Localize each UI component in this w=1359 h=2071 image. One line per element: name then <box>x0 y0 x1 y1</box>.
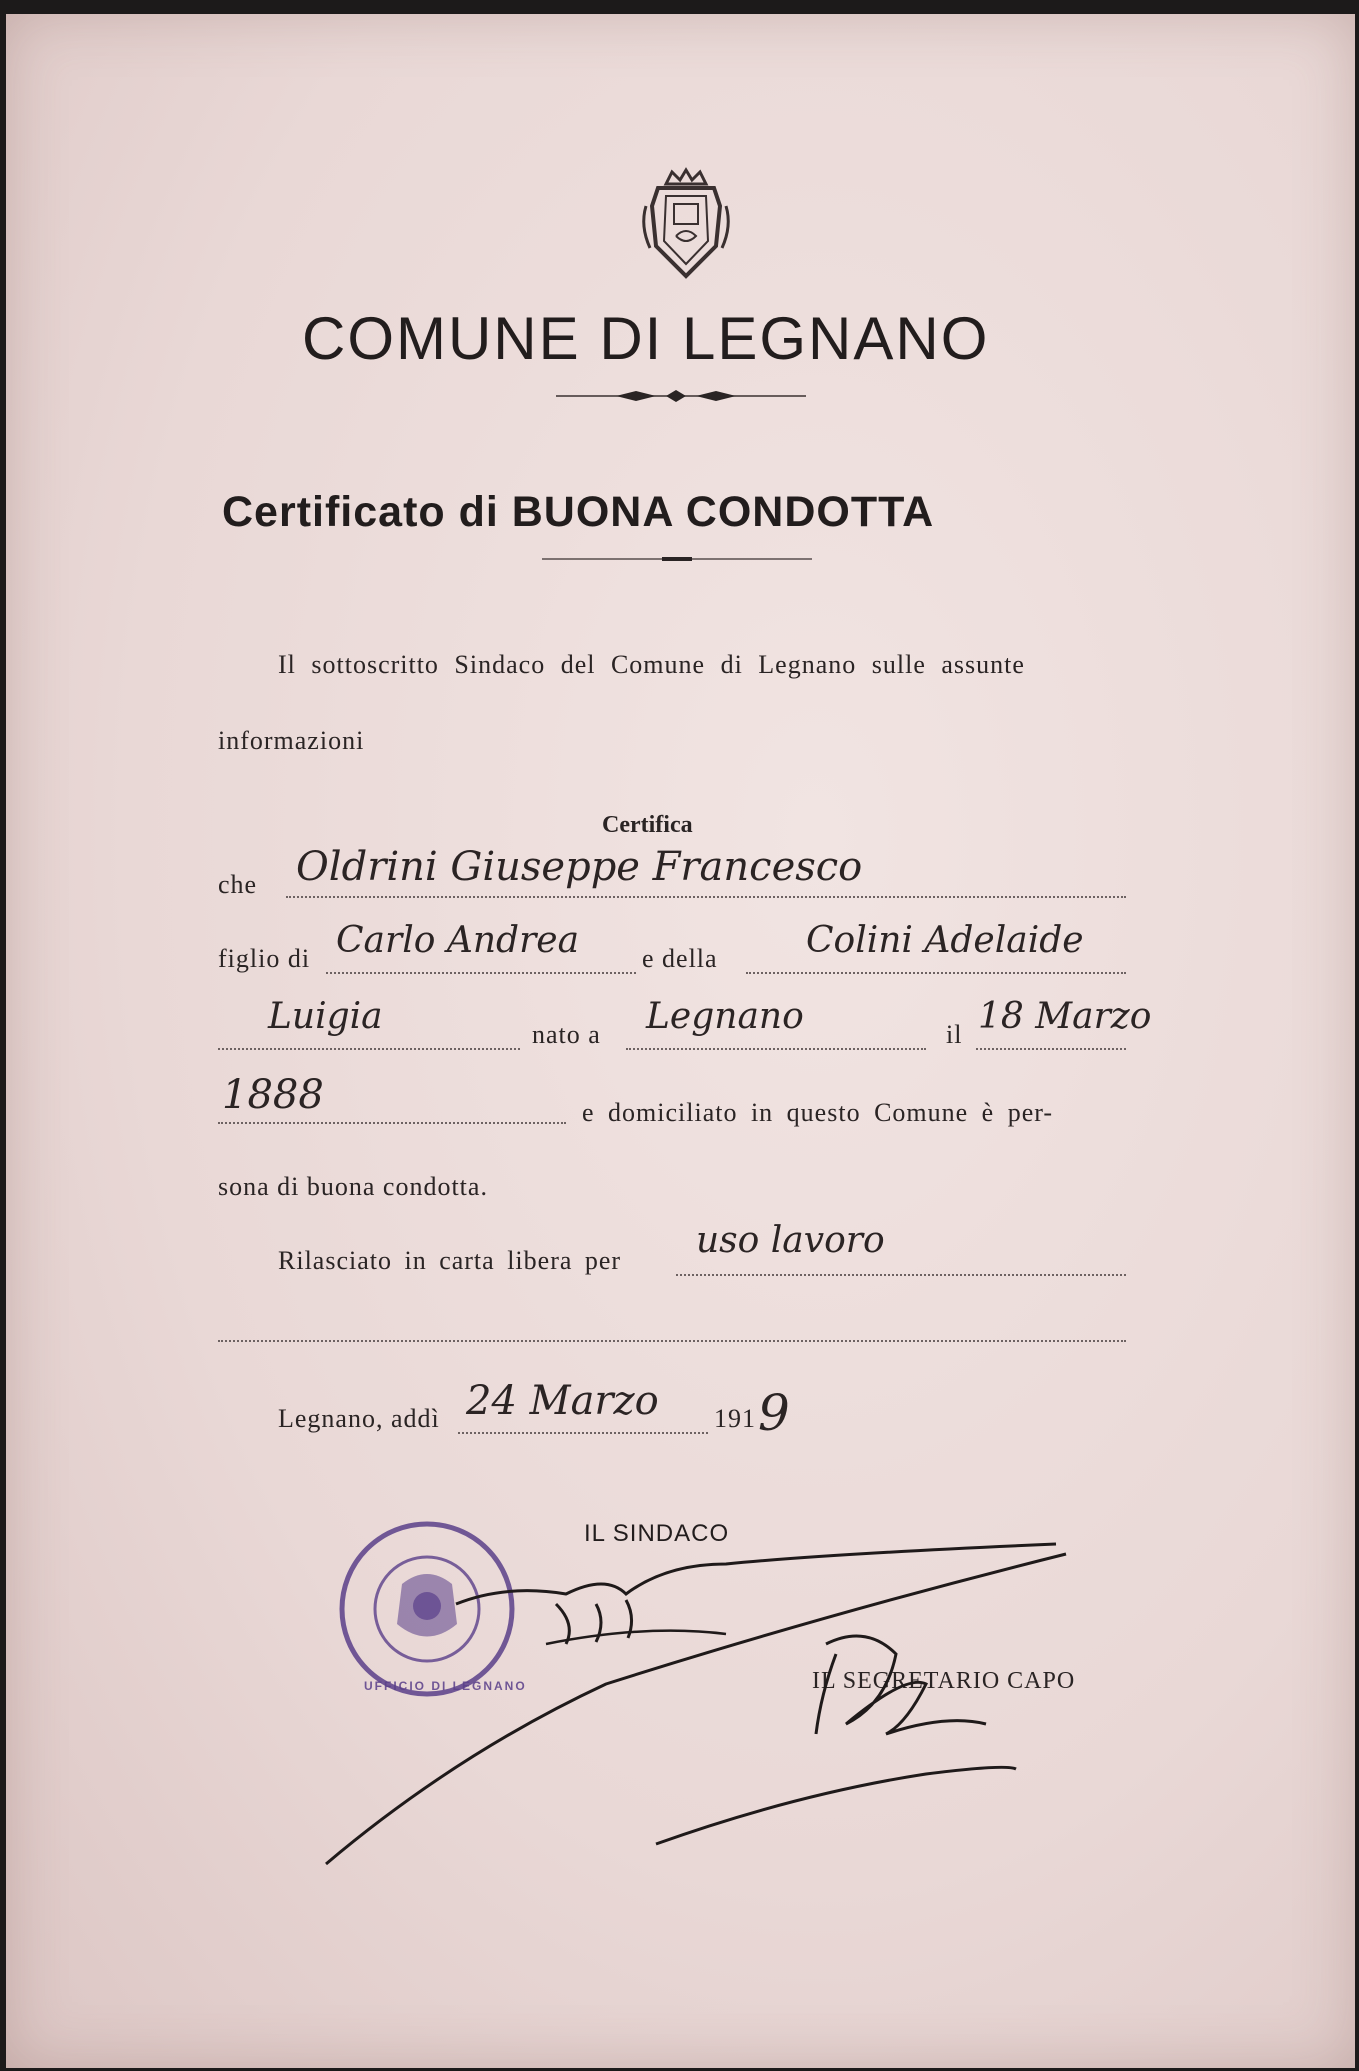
certifica-heading: Certifica <box>602 812 693 838</box>
handwritten-issue-date: 24 Marzo <box>466 1378 659 1424</box>
label-year-prefix: 191 <box>714 1404 756 1433</box>
birthdate-line <box>976 1048 1126 1050</box>
label-che: che <box>218 870 258 899</box>
label-persona: sona di buona condotta. <box>218 1172 488 1201</box>
name-line <box>286 896 1126 898</box>
page-title: COMUNE DI LEGNANO <box>302 305 990 372</box>
segretario-label: IL SEGRETARIO CAPO <box>812 1668 1076 1694</box>
secretary-signature <box>646 1614 1106 1854</box>
handwritten-name: Oldrini Giuseppe Francesco <box>296 844 863 890</box>
purpose-line <box>676 1274 1126 1276</box>
coat-of-arms-emblem <box>636 166 736 286</box>
handwritten-purpose: uso lavoro <box>696 1220 885 1261</box>
certificate-subtitle: Certificato di BUONA CONDOTTA <box>222 488 935 536</box>
sindaco-label: IL SINDACO <box>584 1520 730 1547</box>
label-domicilio: e domiciliato in questo Comune è per- <box>582 1098 1054 1127</box>
intro-line-2: informazioni <box>218 726 365 755</box>
issue-date-line <box>458 1432 708 1434</box>
handwritten-birth-date: 18 Marzo <box>978 996 1152 1037</box>
handwritten-birthplace: Legnano <box>646 996 804 1037</box>
handwritten-mother-cont: Luigia <box>268 996 383 1037</box>
label-il: il <box>946 1020 963 1049</box>
intro-line-1: Il sottoscritto Sindaco del Comune di Legnano sulle assunte <box>278 650 1025 679</box>
mother-line <box>746 972 1126 974</box>
label-legnano-addi: Legnano, addì <box>278 1404 440 1433</box>
mother-cont-line <box>218 1048 520 1050</box>
label-nato-a: nato a <box>532 1020 601 1049</box>
subtitle-rule <box>542 554 812 564</box>
label-e-della: e della <box>642 944 718 973</box>
father-line <box>326 972 636 974</box>
handwritten-year-digit: 9 <box>758 1384 790 1442</box>
birthyear-line <box>218 1122 566 1124</box>
handwritten-mother: Colini Adelaide <box>806 920 1084 961</box>
label-rilasciato: Rilasciato in carta libera per <box>278 1246 622 1275</box>
handwritten-father: Carlo Andrea <box>336 920 580 961</box>
birthplace-line <box>626 1048 926 1050</box>
stamp-text: UFFICIO DI LEGNANO <box>364 1679 527 1693</box>
handwritten-birth-year: 1888 <box>222 1072 324 1118</box>
certificate-page <box>6 14 1355 2068</box>
title-ornament <box>556 386 806 406</box>
label-figlio-di: figlio di <box>218 944 311 973</box>
purpose-line-2 <box>218 1340 1126 1342</box>
